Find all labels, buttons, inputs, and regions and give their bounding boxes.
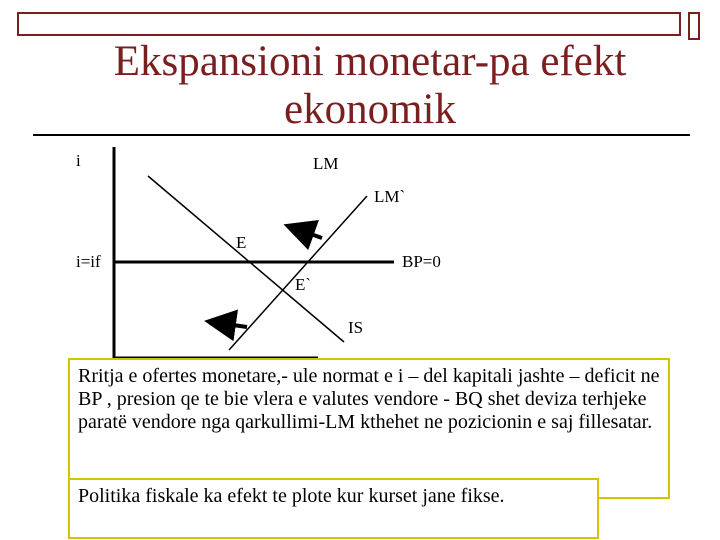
y-axis-label: i [76,151,81,170]
shift-arrow-upper [291,227,322,238]
conclusion-textbox [68,478,599,539]
equilibrium-label: E [236,233,247,252]
bp-label: BP=0 [402,252,441,271]
conclusion-text: Politika fiskale ka efekt te plote kur kurset jane fikse. [78,485,505,507]
slide-title: Ekspansioni monetar-pa efekt ekonomik [113,38,627,133]
lm-label: LM [313,154,339,173]
shift-arrow-lower [212,322,247,327]
lm-shifted-label: LM` [374,187,406,206]
is-label: IS [348,318,364,337]
equilibrium-shifted-label: E` [295,275,312,294]
lm-shifted-curve [229,196,367,350]
lm-curve [148,176,344,342]
explanation-text: Rritja e ofertes monetare,- ule normat e i – del kapitali jashte – deficit ne BP , presion qe te bie vlera e valutes vendore - BQ shet deviza terhjeke paratë vendore nga qarkullimi-LM kthehet ne pozicionin e saj fillesatar. [78,365,660,433]
rate-level-label: i=if [76,252,101,271]
